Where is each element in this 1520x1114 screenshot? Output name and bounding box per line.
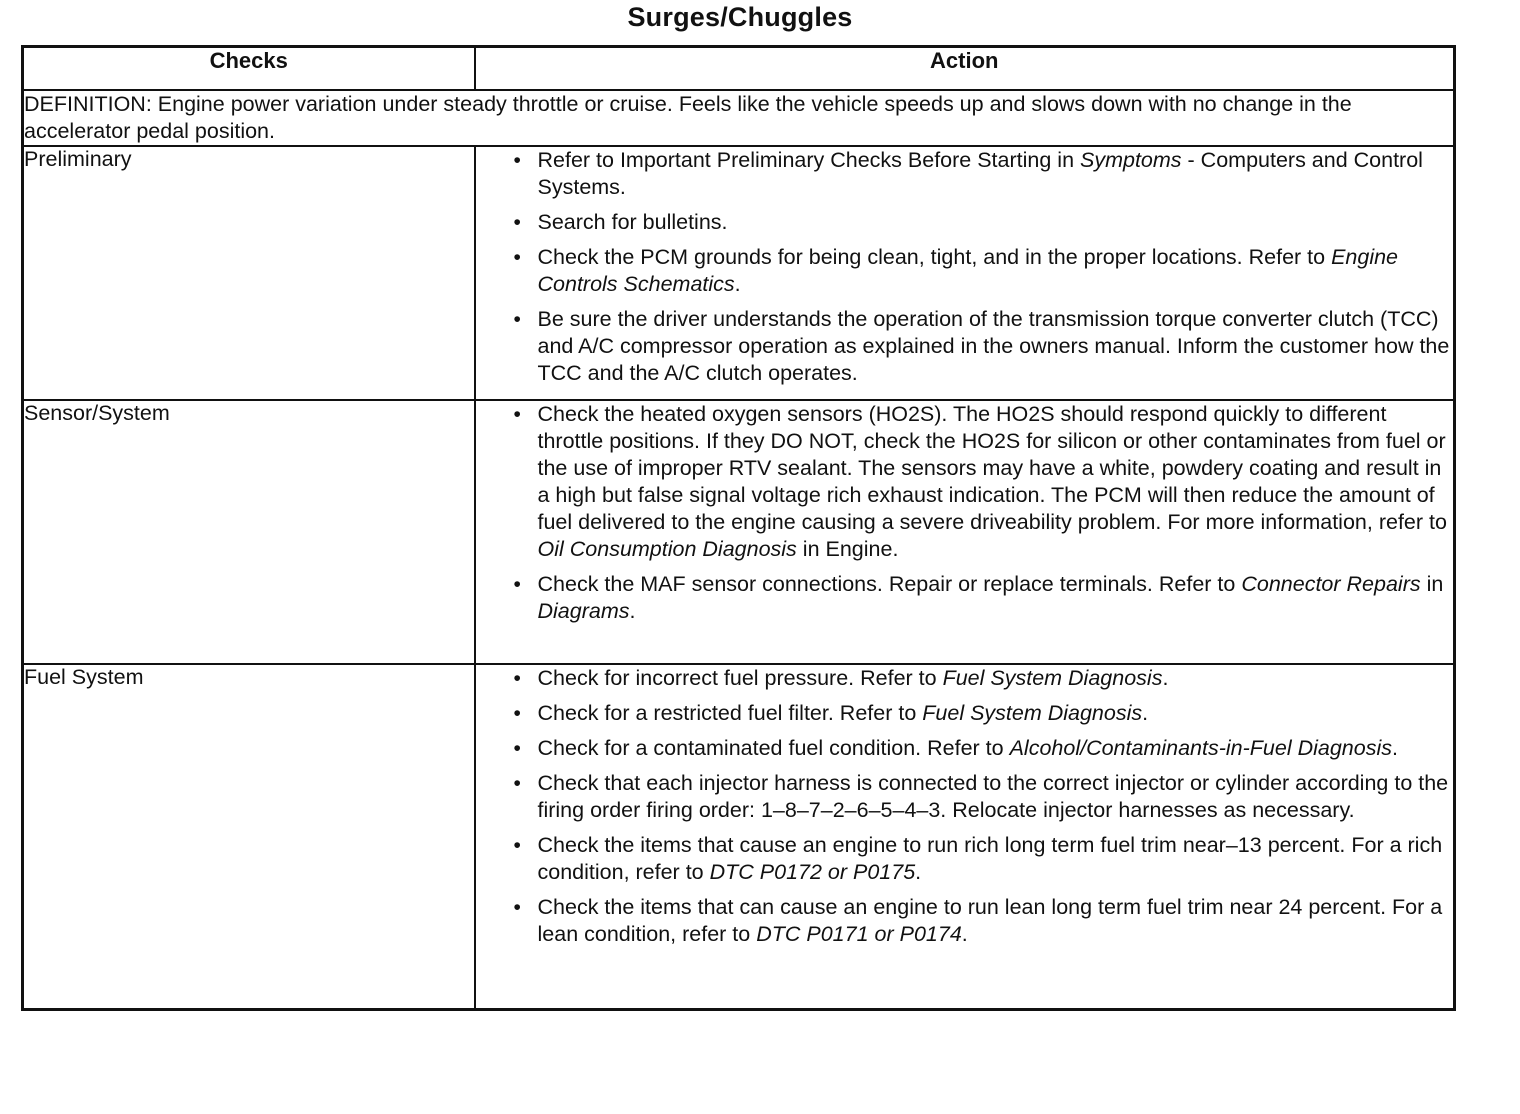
list-item: • Search for bulletins. (513, 210, 728, 234)
bullet-icon: • (513, 667, 521, 690)
bullet-icon: • (513, 772, 521, 795)
bullet-icon: • (513, 149, 521, 172)
list-item: • Check the items that can cause an engine to run lean long term fuel trim near 24 percent. For a lean condition, refer to DTC P0171 or P0174. (513, 895, 1443, 946)
action-column-header: Action (475, 47, 1455, 91)
bullet-icon: • (513, 896, 521, 919)
list-item: • Check the PCM grounds for being clean, tight, and in the proper locations. Refer to Engine Controls Schematics. (513, 245, 1399, 296)
definition-row (23, 90, 1455, 146)
check-preliminary: Preliminary (23, 146, 475, 400)
bullet-icon: • (513, 308, 521, 331)
action-cell-preliminary (475, 146, 1455, 400)
table-row (23, 400, 1455, 664)
action-list (476, 665, 1454, 948)
action-list (476, 147, 1454, 387)
table-row (23, 664, 1455, 1010)
check-sensor-system: Sensor/System (23, 400, 475, 664)
checks-column-header: Checks (23, 47, 475, 91)
table-header-row (23, 47, 1455, 91)
list-item: • Check the MAF sensor connections. Repair or replace terminals. Refer to Connector Repairs in Diagrams. (513, 572, 1444, 623)
list-item: • Check the items that cause an engine to run rich long term fuel trim near–13 percent. For a rich condition, refer to DTC P0172 or P0175. (513, 833, 1443, 884)
bullet-icon: • (513, 403, 521, 426)
bullet-icon: • (513, 246, 521, 269)
bullet-icon: • (513, 211, 521, 234)
check-fuel-system: Fuel System (23, 664, 475, 1010)
list-item: • Check the heated oxygen sensors (HO2S). The HO2S should respond quickly to different throttle positions. If they DO NOT, check the HO2S for silicon or other contaminates from fuel or the use of improper RTV sealant. The sensors may have a white, powdery coating and result in a high but false signal voltage rich exhaust indication. The PCM will then reduce the amount of fuel delivered to the engine causing a severe driveability problem. For more information, refer to Oil Consumption Diagnosis in Engine. (513, 402, 1447, 561)
action-cell-sensor-system (475, 400, 1455, 664)
bullet-icon: • (513, 702, 521, 725)
list-item: • Check for a contaminated fuel condition. Refer to Alcohol/Contaminants-in-Fuel Diagnosis. (513, 736, 1398, 760)
page-title: Surges/Chuggles (627, 2, 853, 32)
list-item: • Be sure the driver understands the operation of the transmission torque converter clutch (TCC) and A/C compressor operation as explained in the owners manual. Inform the customer how the TCC and the A/C clutch operates. (513, 307, 1450, 385)
list-item: • Check that each injector harness is connected to the correct injector or cylinder according to the firing order firing order: 1–8–7–2–6–5–4–3. Relocate injector harnesses as necessary. (513, 771, 1449, 822)
list-item: • Check for incorrect fuel pressure. Refer to Fuel System Diagnosis. (513, 666, 1169, 690)
table-row (23, 146, 1455, 400)
action-cell-fuel-system (475, 664, 1455, 1010)
diagnostic-table (21, 45, 1456, 1011)
action-list (476, 401, 1454, 625)
bullet-icon: • (513, 573, 521, 596)
bullet-icon: • (513, 737, 521, 760)
definition-text: DEFINITION: Engine power variation under steady throttle or cruise. Feels like the vehicle speeds up and slows down with no change in the accelerator pedal position. (23, 90, 1455, 146)
bullet-icon: • (513, 834, 521, 857)
list-item: • Check for a restricted fuel filter. Refer to Fuel System Diagnosis. (513, 701, 1149, 725)
list-item: • Refer to Important Preliminary Checks Before Starting in Symptoms - Computers and Control Systems. (513, 148, 1423, 199)
